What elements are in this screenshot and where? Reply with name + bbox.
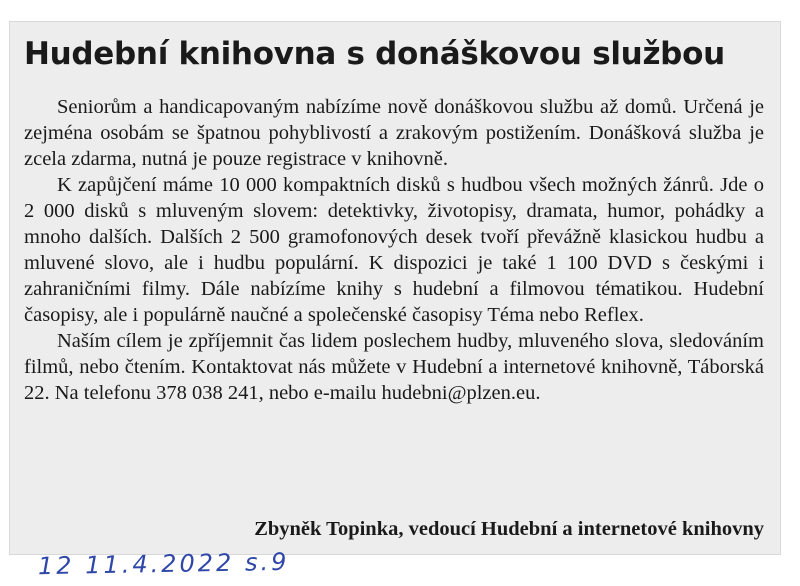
article-paragraph-3: Naším cílem je zpříjemnit čas lidem poslechem hudby, mluveného slova, sledováním filmů, nebo čtením. Kontaktovat nás můžete v Hudební a internetové knihovně, Táborská 22. Na telefonu 378 038 241, nebo e-mailu hudebni@plzen.eu.: [24, 330, 764, 404]
article-headline: Hudební knihovna s donáškovou službou: [24, 36, 725, 72]
article-body: [24, 94, 764, 406]
article-paragraph-1: Seniorům a handicapovaným nabízíme nově donáškovou službu až domů. Určená je zejména osobám se špatnou pohyblivostí a zrakovým postižením. Donášková služba je zcela zdarma, nutná je pouze registrace v knihovně.: [24, 96, 764, 170]
article-signature: Zbyněk Topinka, vedoucí Hudební a internetové knihovny: [254, 518, 764, 540]
handwritten-note: 12 11.4.2022 s.9: [37, 547, 290, 581]
newspaper-clipping: [10, 22, 780, 554]
article-paragraph-2: K zapůjčení máme 10 000 kompaktních disků s hudbou všech možných žánrů. Jde o 2 000 disků s mluveným slovem: detektivky, životopisy, dramata, humor, pohádky a mnoho dalších. Dalších 2 500 gramofonových desek tvoří převážně klasickou hudbu a mluvené slovo, ale i hudbu populární. K dispozici je také 1 100 DVD s českými i zahraničními filmy. Dále nabízíme knihy s hudební a filmovou tématikou. Hudební časopisy, ale i populárně naučné a společenské časopisy Téma nebo Reflex.: [24, 174, 764, 326]
